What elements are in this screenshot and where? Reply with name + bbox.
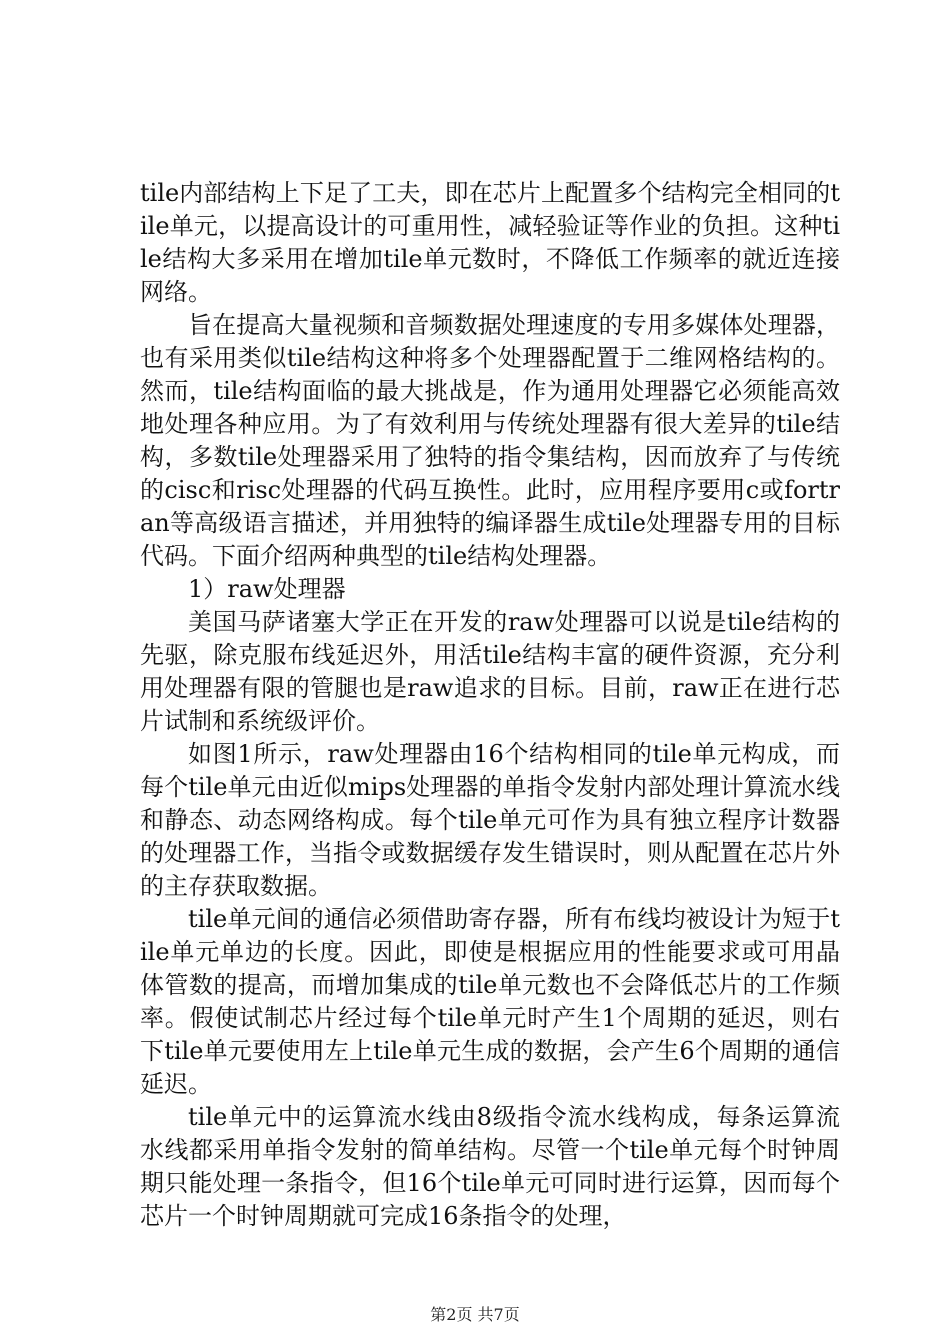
page-number-footer: 第2页 共7页 [430, 1305, 520, 1324]
paragraph-tile-pipeline: tile单元中的运算流水线由8级指令流水线构成，每条运算流水线都采用单指令发射的简单结构。尽管一个tile单元每个时钟周期只能处理一条指令，但16个tile单元可同时进行运算，因而每个芯片一个时钟周期就可完成16条指令的处理， [140, 1103, 840, 1230]
paragraph-tile-communication: tile单元间的通信必须借助寄存器，所有布线均被设计为短于tile单元单边的长度。因此，即使是根据应用的性能要求或可用晶体管数的提高，而增加集成的tile单元数也不会降低芯片的工作频率。假使试制芯片经过每个tile单元时产生1个周期的延迟，则右下tile单元要使用左上tile单元生成的数据，会产生6个周期的通信延迟。 [140, 905, 840, 1098]
section-heading-raw-processor: 1）raw处理器 [188, 575, 346, 603]
paragraph-multimedia-processors: 旨在提高大量视频和音频数据处理速度的专用多媒体处理器，也有采用类似tile结构这种将多个处理器配置于二维网格结构的。然而，tile结构面临的最大挑战是，作为通用处理器它必须能高效地处理各种应用。为了有效利用与传统处理器有很大差异的tile结构，多数tile处理器采用了独特的指令集结构，因而放弃了与传统的cisc和risc处理器的代码互换性。此时，应用程序要用c或fortran等高级语言描述，并用独特的编译器生成tile处理器专用的目标代码。下面介绍两种典型的tile结构处理器。 [140, 311, 840, 570]
document-body [140, 177, 840, 1233]
paragraph-tile-structure-intro: tile内部结构上下足了工夫，即在芯片上配置多个结构完全相同的tile单元，以提高设计的可重用性，减轻验证等作业的负担。这种tile结构大多采用在增加tile单元数时，不降低工作频率的就近连接网络。 [140, 179, 840, 306]
paragraph-raw-overview: 美国马萨诸塞大学正在开发的raw处理器可以说是tile结构的先驱，除克服布线延迟外，用活tile结构丰富的硬件资源，充分利用处理器有限的管腿也是raw追求的目标。目前，raw正在进行芯片试制和系统级评价。 [140, 608, 840, 735]
paragraph-raw-figure1: 如图1所示，raw处理器由16个结构相同的tile单元构成，而每个tile单元由近似mips处理器的单指令发射内部处理计算流水线和静态、动态网络构成。每个tile单元可作为具有独立程序计数器的处理器工作，当指令或数据缓存发生错误时，则从配置在芯片外的主存获取数据。 [140, 740, 840, 900]
